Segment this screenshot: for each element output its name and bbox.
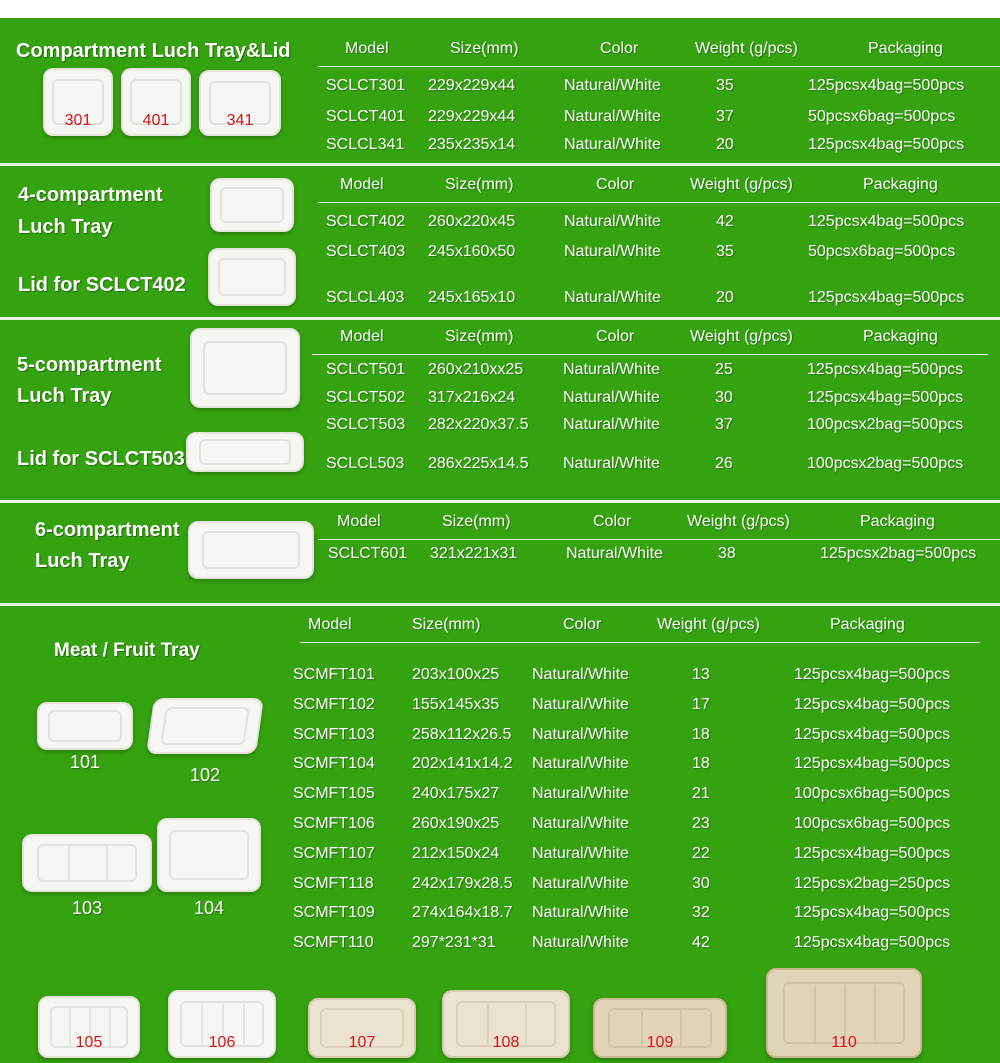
product-image-6-compartment xyxy=(188,521,314,579)
header-color: Color xyxy=(596,176,635,193)
header-model: Model xyxy=(337,513,381,530)
header-color: Color xyxy=(593,513,632,530)
header-divider xyxy=(318,539,1000,540)
product-image-103 xyxy=(22,834,152,892)
header-size: Size(mm) xyxy=(450,40,519,57)
weight-cell: 17 xyxy=(692,696,710,713)
header-divider xyxy=(318,66,1000,67)
lid-label: Lid for SCLCT503 xyxy=(17,448,185,470)
color-cell: Natural/White xyxy=(532,666,629,683)
color-cell: Natural/White xyxy=(532,785,629,802)
header-color: Color xyxy=(600,40,639,57)
size-cell: 258x112x26.5 xyxy=(412,726,512,743)
section-title: 5-compartment xyxy=(17,354,162,376)
header-color: Color xyxy=(563,616,602,633)
section-6-compartment: 6-compartment Luch Tray Model Size(mm) Color Weight (g/pcs) Packaging SCLCT601 321x221x31 Natural/White 38 125pcsx2bag=500pcs xyxy=(0,503,1000,603)
size-cell: 202x141x14.2 xyxy=(412,755,513,772)
lid-label: Lid for SCLCT402 xyxy=(18,274,186,296)
model-cell: SCMFT104 xyxy=(293,755,375,772)
header-weight: Weight (g/pcs) xyxy=(690,328,793,345)
size-cell: 203x100x25 xyxy=(412,666,500,683)
model-cell: SCMFT109 xyxy=(293,904,375,921)
product-image-5-compartment xyxy=(190,328,300,408)
section-title-line2: Luch Tray xyxy=(35,550,130,572)
model-cell: SCMFT118 xyxy=(293,875,374,892)
product-image-108 xyxy=(442,990,570,1058)
header-size: Size(mm) xyxy=(412,616,481,633)
packaging-cell: 125pcsx4bag=500pcs xyxy=(794,845,951,862)
packaging-cell: 125pcsx4bag=500pcs xyxy=(794,666,951,683)
model-cell: SCMFT101 xyxy=(293,666,375,683)
size-cell: 212x150x24 xyxy=(412,845,500,862)
header-divider xyxy=(312,354,988,355)
product-image-105 xyxy=(38,996,140,1058)
header-packaging: Packaging xyxy=(863,176,938,193)
weight-cell: 21 xyxy=(692,785,710,802)
product-image-lid xyxy=(186,432,304,472)
packaging-cell: 125pcsx4bag=500pcs xyxy=(794,755,951,772)
model-cell: SCMFT107 xyxy=(293,845,375,862)
color-cell: Natural/White xyxy=(532,904,629,921)
weight-cell: 18 xyxy=(692,755,710,772)
model-cell: SCMFT110 xyxy=(293,934,374,951)
header-size: Size(mm) xyxy=(445,176,514,193)
size-cell: 274x164x18.7 xyxy=(412,904,513,921)
header-divider xyxy=(300,642,980,643)
product-image-106 xyxy=(168,990,276,1058)
catalog-sheet xyxy=(0,18,1000,1063)
header-weight: Weight (g/pcs) xyxy=(695,40,798,57)
section-5-compartment: 5-compartment Luch Tray Lid for SCLCT503 Model Size(mm) Color Weight (g/pcs) Packaging SCLCT501 260x210xx25 Natural/White 25 125pcsx4bag=500pcs SCLCT502 317x216x24 Natural/White 30 125pcsx4bag=500pcs SCLCT503 282x220x37.5 Natural/White 37 100pcsx2bag=500pcs SCLCL503 286x225x14.5 Natural/White 26 100pcsx2bag=500pcs xyxy=(0,320,1000,500)
product-code: 106 xyxy=(208,1034,236,1051)
product-image-109 xyxy=(593,998,727,1058)
model-cell: SCMFT103 xyxy=(293,726,375,743)
section-4-compartment: 4-compartment Luch Tray Lid for SCLCT402 Model Size(mm) Color Weight (g/pcs) Packaging SCLCT402 260x220x45 Natural/White 42 125pcsx4bag=500pcs SCLCT403 245x160x50 Natural/White 35 50pcsx6bag=500pcs SCLCL403 245x165x10 Natural/White 20 125pcsx4bag=500pcs xyxy=(0,166,1000,316)
header-packaging: Packaging xyxy=(830,616,905,633)
weight-cell: 22 xyxy=(692,845,710,862)
color-cell: Natural/White xyxy=(532,934,629,951)
product-code: 104 xyxy=(193,898,225,918)
size-cell: 242x179x28.5 xyxy=(412,875,513,892)
weight-cell: 13 xyxy=(692,666,710,683)
packaging-cell: 100pcsx6bag=500pcs xyxy=(794,785,951,802)
model-cell: SCMFT102 xyxy=(293,696,375,713)
product-code: 105 xyxy=(75,1034,103,1051)
product-image-104 xyxy=(157,818,261,892)
product-image-110 xyxy=(766,968,922,1058)
header-size: Size(mm) xyxy=(445,328,514,345)
weight-cell: 18 xyxy=(692,726,710,743)
weight-cell: 42 xyxy=(692,934,710,951)
header-model: Model xyxy=(340,328,384,345)
product-code: 301 xyxy=(64,112,92,129)
size-cell: 155x145x35 xyxy=(412,696,500,713)
header-model: Model xyxy=(345,40,389,57)
header-weight: Weight (g/pcs) xyxy=(657,616,760,633)
section-title-line2: Luch Tray xyxy=(17,385,112,407)
header-divider xyxy=(318,202,1000,203)
section-title-line2: Luch Tray xyxy=(18,216,113,238)
product-code: 101 xyxy=(69,752,101,772)
product-code: 108 xyxy=(492,1034,520,1051)
color-cell: Natural/White xyxy=(532,696,629,713)
packaging-cell: 125pcsx4bag=500pcs xyxy=(794,726,951,743)
packaging-cell: 100pcsx6bag=500pcs xyxy=(794,815,951,832)
color-cell: Natural/White xyxy=(532,845,629,862)
product-image-107 xyxy=(308,998,416,1058)
color-cell: Natural/White xyxy=(532,875,629,892)
header-size: Size(mm) xyxy=(442,513,511,530)
weight-cell: 32 xyxy=(692,904,710,921)
color-cell: Natural/White xyxy=(532,815,629,832)
packaging-cell: 125pcsx4bag=500pcs xyxy=(794,934,951,951)
size-cell: 260x190x25 xyxy=(412,815,500,832)
product-code: 341 xyxy=(226,112,254,129)
section-title: Meat / Fruit Tray xyxy=(54,640,200,661)
section-title: Compartment Luch Tray&Lid xyxy=(16,40,291,62)
product-image-101 xyxy=(37,702,133,750)
color-cell: Natural/White xyxy=(532,726,629,743)
section-title: 6-compartment xyxy=(35,519,180,541)
weight-cell: 23 xyxy=(692,815,710,832)
packaging-cell: 125pcsx4bag=500pcs xyxy=(794,696,951,713)
section-meat-fruit-tray xyxy=(0,606,1000,1063)
header-model: Model xyxy=(340,176,384,193)
header-packaging: Packaging xyxy=(863,328,938,345)
model-cell: SCMFT105 xyxy=(293,785,375,802)
packaging-cell: 125pcsx2bag=250pcs xyxy=(794,875,951,892)
model-cell: SCMFT106 xyxy=(293,815,375,832)
product-code: 109 xyxy=(646,1034,674,1051)
section-title: 4-compartment xyxy=(18,184,163,206)
product-code: 103 xyxy=(71,898,103,918)
product-image-401 xyxy=(121,68,191,136)
product-image-102 xyxy=(146,698,264,754)
weight-cell: 30 xyxy=(692,875,710,892)
header-packaging: Packaging xyxy=(868,40,943,57)
product-code: 110 xyxy=(831,1034,857,1051)
header-model: Model xyxy=(308,616,352,633)
header-color: Color xyxy=(596,328,635,345)
product-code: 102 xyxy=(189,765,221,785)
header-weight: Weight (g/pcs) xyxy=(690,176,793,193)
header-weight: Weight (g/pcs) xyxy=(687,513,790,530)
product-image-4-compartment xyxy=(210,178,294,232)
product-image-341 xyxy=(199,70,281,136)
product-code: 107 xyxy=(348,1034,376,1051)
product-code: 401 xyxy=(142,112,170,129)
packaging-cell: 125pcsx4bag=500pcs xyxy=(794,904,951,921)
product-image-lid xyxy=(208,248,296,306)
product-image-301 xyxy=(43,68,113,136)
section-compartment-tray-lid: Compartment Luch Tray&Lid 301 401 341 Model Size(mm) Color Weight (g/pcs) Packaging SCLCT301 229x229x44 Natural/White 35 125pcsx4bag=500pcs SCLCT401 229x229x44 Natural/White 37 50pcsx6bag=500pcs SCLCL341 235x235x14 Natural/White 20 125pcsx4bag=500pcs xyxy=(0,18,1000,148)
color-cell: Natural/White xyxy=(532,755,629,772)
size-cell: 240x175x27 xyxy=(412,785,500,802)
header-packaging: Packaging xyxy=(860,513,935,530)
size-cell: 297*231*31 xyxy=(412,934,496,951)
